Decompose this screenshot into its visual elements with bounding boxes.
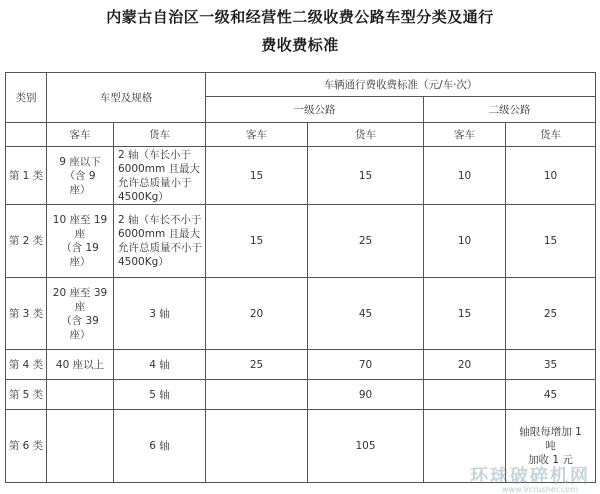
header-vehicle-spec: 车型及规格 bbox=[47, 73, 206, 123]
header-class1-road: 一级公路 bbox=[206, 97, 424, 123]
row-c1-truck: 105 bbox=[308, 410, 424, 483]
row-c2-truck: 25 bbox=[506, 278, 596, 350]
row-c1-truck: 70 bbox=[308, 350, 424, 380]
header-empty bbox=[6, 123, 47, 147]
row-passenger bbox=[47, 278, 114, 350]
fee-table bbox=[5, 72, 596, 483]
header-fee-standard: 车辆通行费收费标准（元/车·次） bbox=[206, 73, 596, 97]
cell-line: 座） bbox=[69, 328, 91, 341]
row-truck: 2 轴（车长不小于 6000mm 且最大允许总质量不小于 4500Kg） bbox=[114, 205, 206, 278]
row-truck: 2 轴（车长小于 6000mm 且最大允许总质量小于 4500Kg） bbox=[114, 147, 206, 205]
row-c1-truck: 45 bbox=[308, 278, 424, 350]
row-c2-passenger: 10 bbox=[424, 147, 506, 205]
row-passenger bbox=[47, 147, 114, 205]
page-title-line-2: 费收费标准 bbox=[261, 36, 339, 54]
cell-line: 吨 bbox=[545, 440, 556, 452]
header-c1-truck: 货车 bbox=[308, 123, 424, 147]
row-truck: 6 轴 bbox=[114, 410, 206, 483]
page-title-line-1: 内蒙古自治区一级和经营性二级收费公路车型分类及通行 bbox=[106, 8, 494, 26]
cell-line: （含 9 bbox=[64, 169, 96, 182]
row-c2-passenger bbox=[424, 380, 506, 410]
row-truck: 4 轴 bbox=[114, 350, 206, 380]
header-truck: 货车 bbox=[114, 123, 206, 147]
row-c1-truck: 25 bbox=[308, 205, 424, 278]
table-row bbox=[6, 147, 596, 205]
row-c2-truck: 15 bbox=[506, 205, 596, 278]
row-c1-passenger bbox=[206, 410, 308, 483]
row-category: 第 5 类 bbox=[6, 380, 47, 410]
watermark: 环球破碎机网 bbox=[470, 466, 590, 487]
row-c2-passenger: 20 bbox=[424, 350, 506, 380]
cell-line: 座 bbox=[74, 300, 86, 313]
watermark-url: www.Vcrusher.com bbox=[501, 485, 578, 494]
row-c2-truck: 10 bbox=[506, 147, 596, 205]
table-row bbox=[6, 278, 596, 350]
header-c2-passenger: 客车 bbox=[424, 123, 506, 147]
row-c2-truck: 35 bbox=[506, 350, 596, 380]
row-truck: 3 轴 bbox=[114, 278, 206, 350]
cell-line: 20 座至 39 bbox=[52, 286, 108, 299]
table-row bbox=[6, 350, 596, 380]
row-c1-passenger bbox=[206, 380, 308, 410]
cell-line: 9 座以下 bbox=[59, 155, 101, 168]
cell-line: 座 bbox=[74, 228, 86, 240]
row-category: 第 3 类 bbox=[6, 278, 47, 350]
cell-line: 座） bbox=[69, 256, 91, 268]
row-passenger bbox=[47, 410, 114, 483]
row-passenger bbox=[47, 380, 114, 410]
row-c1-truck: 90 bbox=[308, 380, 424, 410]
row-category: 第 6 类 bbox=[6, 410, 47, 483]
cell-line: 加收 1 元 bbox=[528, 454, 573, 466]
cell-line: （含 39 bbox=[61, 314, 99, 327]
row-passenger bbox=[47, 205, 114, 278]
header-category: 类别 bbox=[6, 73, 47, 123]
cell-line: 轴限每增加 1 bbox=[519, 426, 582, 438]
table-row bbox=[6, 205, 596, 278]
header-class2-road: 二级公路 bbox=[424, 97, 596, 123]
row-c2-passenger: 10 bbox=[424, 205, 506, 278]
row-truck: 5 轴 bbox=[114, 380, 206, 410]
header-passenger: 客车 bbox=[47, 123, 114, 147]
header-c1-passenger: 客车 bbox=[206, 123, 308, 147]
cell-line: （含 19 bbox=[61, 242, 99, 254]
cell-line: 座） bbox=[69, 183, 91, 196]
row-category: 第 4 类 bbox=[6, 350, 47, 380]
row-c1-passenger: 15 bbox=[206, 205, 308, 278]
row-category: 第 2 类 bbox=[6, 205, 47, 278]
row-category: 第 1 类 bbox=[6, 147, 47, 205]
row-c1-passenger: 15 bbox=[206, 147, 308, 205]
header-c2-truck: 货车 bbox=[506, 123, 596, 147]
row-c1-passenger: 25 bbox=[206, 350, 308, 380]
row-c2-passenger: 15 bbox=[424, 278, 506, 350]
cell-line: 10 座至 19 bbox=[52, 214, 108, 226]
row-c1-passenger: 20 bbox=[206, 278, 308, 350]
table-row bbox=[6, 380, 596, 410]
row-c2-truck: 45 bbox=[506, 380, 596, 410]
row-c1-truck: 15 bbox=[308, 147, 424, 205]
row-passenger: 40 座以上 bbox=[47, 350, 114, 380]
